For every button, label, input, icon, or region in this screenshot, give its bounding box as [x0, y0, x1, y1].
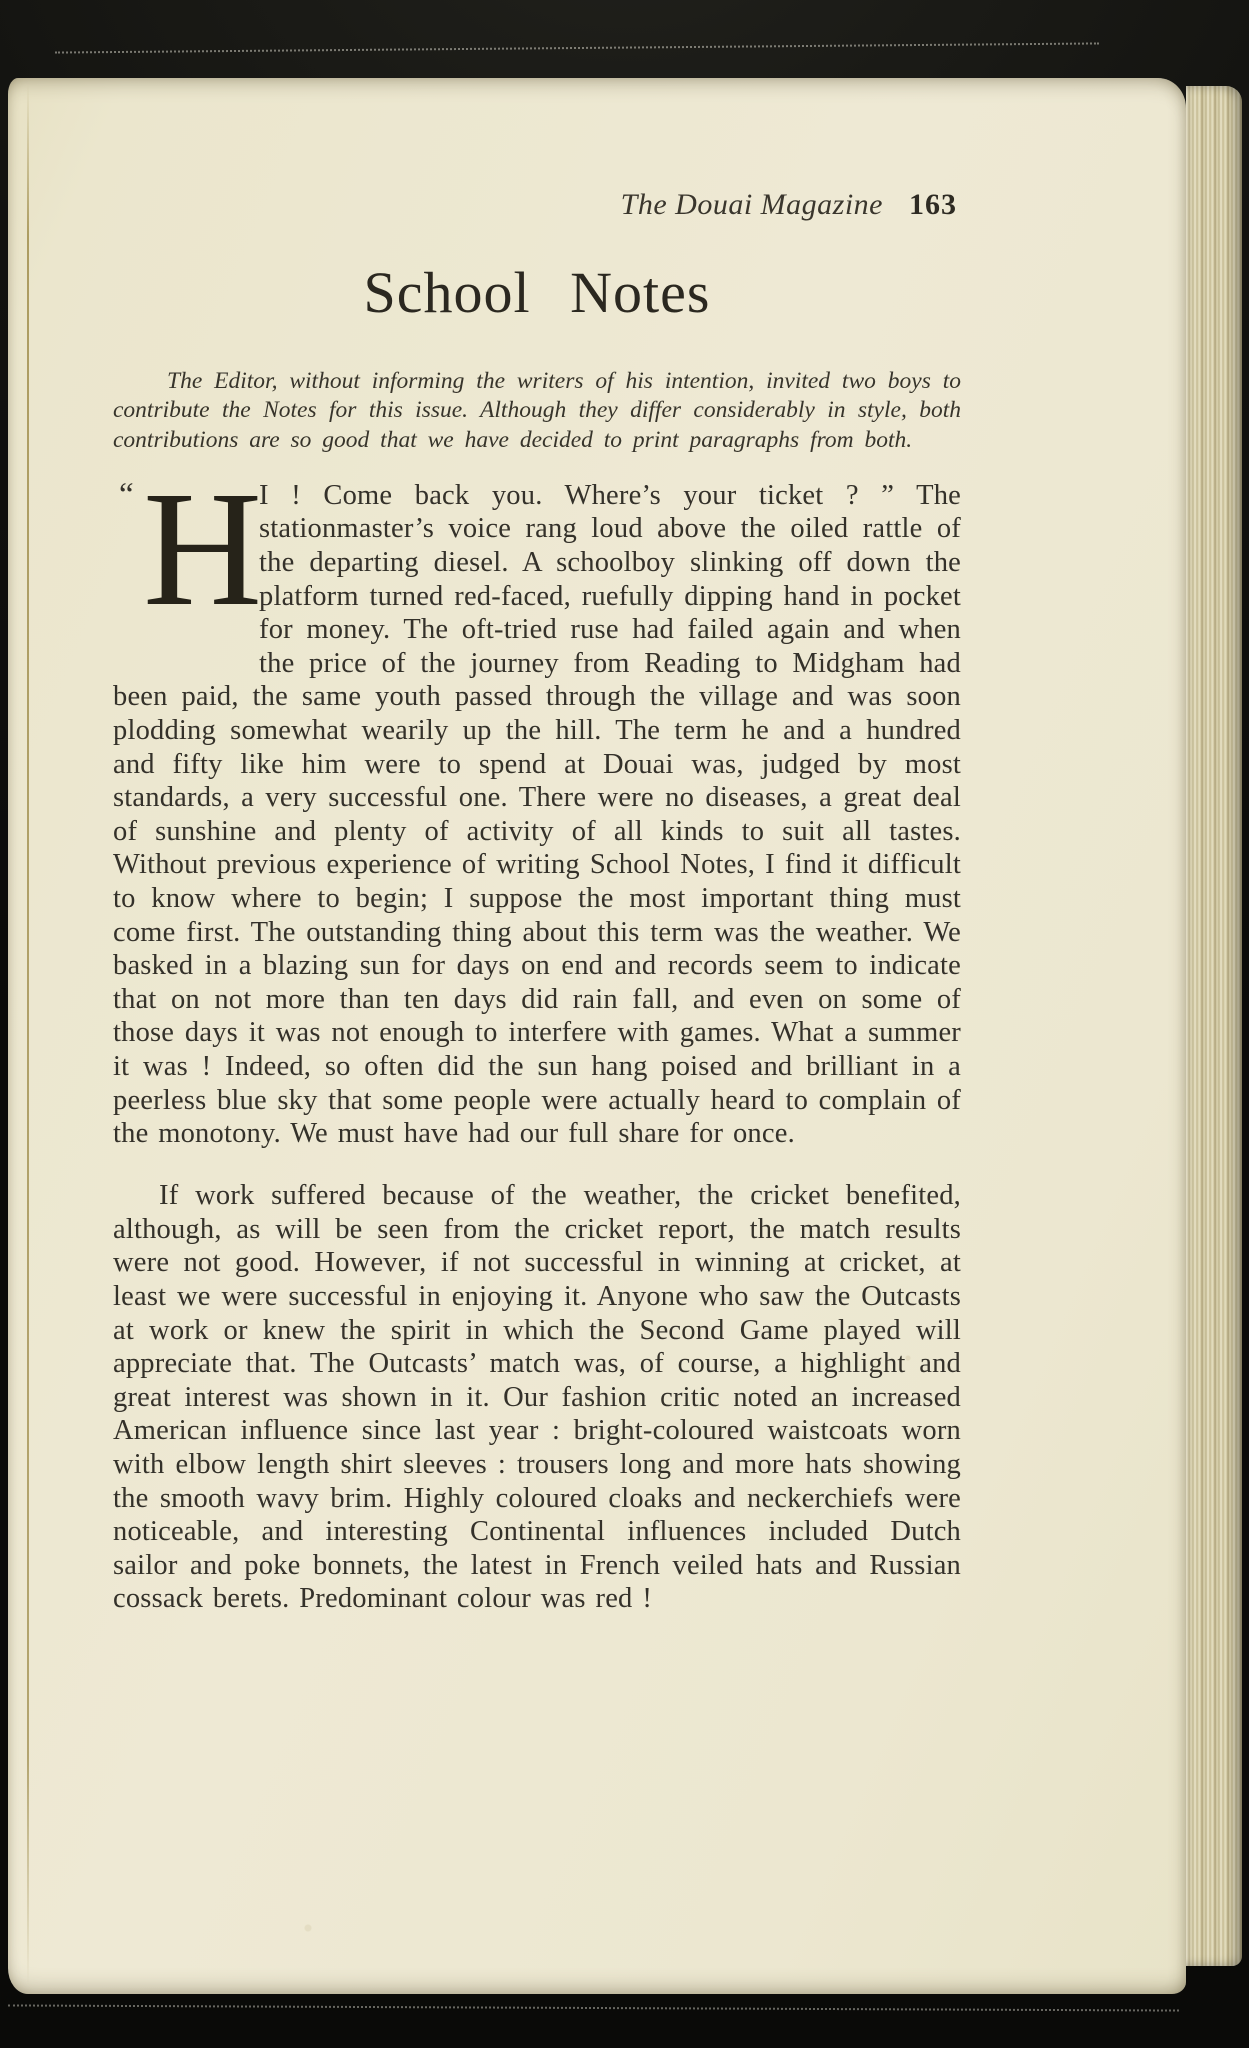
scanned-page — [8, 78, 1186, 1994]
running-head — [113, 186, 961, 224]
gutter-crease — [27, 84, 29, 1986]
paragraph-first — [113, 456, 961, 1151]
editor-note: The Editor, without informing the writers of his intention, invited two boys to contribute the Notes for this issue. Although they differ considerably in style, both contributions are so good that we have decided to print paragraphs from both. — [113, 367, 961, 453]
page-number: 163 — [909, 188, 957, 221]
article-title: School Notes — [363, 260, 711, 325]
page-content — [113, 186, 961, 1644]
drop-cap-letter: H — [143, 456, 263, 640]
drop-cap-block — [113, 456, 263, 647]
paragraph-first-text: I ! Come back you. Where’s your ticket ? ” The stationmaster’s voice rang loud above the oiled rattle of the departing diesel. A schoolboy slinking off down the platform turned red-faced, ruefully dipping hand in pocket for money. The oft-tried ruse had failed again and when the price of the journey from Reading to Midgham had been paid, the same youth passed through the village and was soon plodding somewhat wearily up the hill. The term he and a hundred and fifty like him were to spend at Douai was, judged by most standards, a very successful one. There were no diseases, a great deal of sunshine and plenty of activity of all kinds to suit all tastes. Without previous experience of writing School Notes, I find it difficult to know where to begin; I suppose the most important thing must come first. The outstanding thing about this term was the weather. We basked in a blazing sun for days on end and records seem to indicate that on not more than ten days did rain fall, and even on some of those days it was not enough to interfere with games. What a summer it was ! Indeed, so often did the sun hang poised and brilliant in a peerless blue sky that some people were actually heard to complain of the monotony. We must have had our full share for once. — [113, 479, 961, 1150]
opening-quote-mark: “ — [119, 476, 134, 513]
fore-edge-page-stack — [1186, 86, 1242, 1966]
magazine-title: The Douai Magazine — [620, 188, 883, 221]
paragraph-second: If work suffered because of the weather, the cricket benefited, although, as will be seen from the cricket report, the match results were not good. However, if not successful in winning at cricket, at least we were successful in enjoying it. Anyone who saw the Outcasts at work or knew the spirit in which the Second Game played will appreciate that. The Outcasts’ match was, of course, a highlight and great interest was shown in it. Our fashion critic noted an increased American influence since last year : bright-coloured waistcoats worn with elbow length shirt sleeves : trousers long and more hats showing the smooth wavy brim. Highly coloured cloaks and neckerchiefs were noticeable, and interesting Continental influences included Dutch sailor and poke bonnets, the latest in French veiled hats and Russian cossack berets. Predominant colour was red ! — [113, 1180, 961, 1615]
